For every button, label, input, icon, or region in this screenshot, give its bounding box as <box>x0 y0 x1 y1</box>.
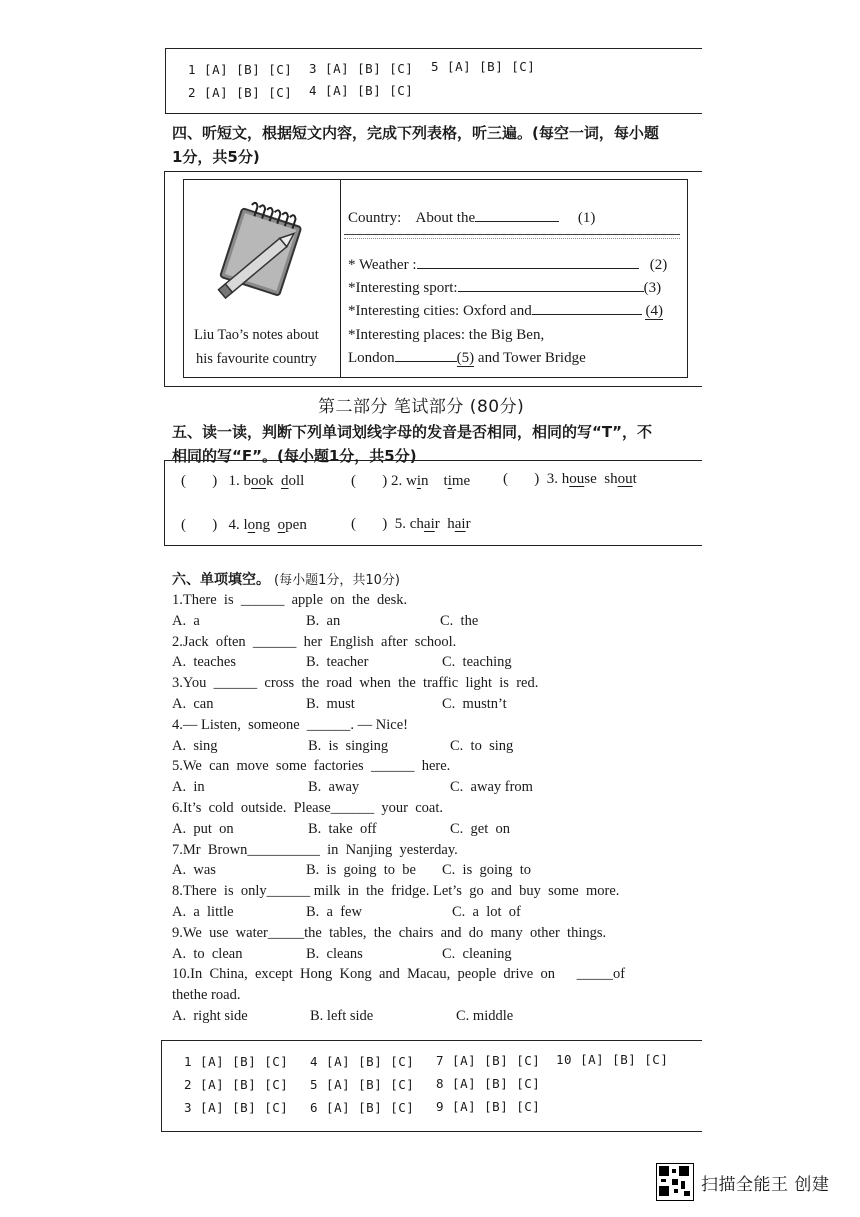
option-b: B. take off <box>308 820 377 837</box>
answer-cell: 3 [A] [B] [C] <box>184 1100 289 1115</box>
options-row <box>172 860 712 881</box>
word-house: house <box>561 471 597 487</box>
option-a: A. was <box>172 862 216 879</box>
questions <box>172 590 712 1027</box>
option-c: C. get on <box>450 820 511 837</box>
answer-cell: 4 [A] [B] [C] <box>309 83 414 98</box>
section6-note: (每小题1分，共10分) <box>274 573 400 588</box>
word-time: time <box>443 473 471 489</box>
item-number: 3. <box>546 471 558 487</box>
qr-code-icon <box>656 1163 694 1201</box>
option-c: C. teaching <box>442 654 512 671</box>
phonics-item-3 <box>503 471 637 488</box>
blank-5 <box>395 361 457 362</box>
answer-cell: 3 [A] [B] [C] <box>309 61 414 76</box>
options-row <box>172 652 712 673</box>
question-9 <box>172 923 712 965</box>
sport-row <box>348 280 661 297</box>
answer-cell: 2 [A] [B] [C] <box>184 1077 289 1092</box>
question-7 <box>172 840 712 882</box>
weather-row <box>348 257 667 274</box>
answer-grid-1 <box>165 48 702 114</box>
question-stem: 4.— Listen, someone ______. — Nice! <box>172 716 408 733</box>
option-b: B. a few <box>306 903 362 920</box>
notes-caption-line1: Liu Tao’s notes about <box>194 327 319 343</box>
answer-cell: 4 [A] [B] [C] <box>310 1054 415 1069</box>
notes-left-cell <box>184 180 341 377</box>
question-stem: 6.It’s cold outside. Please______ your coat. <box>172 799 444 816</box>
places-row <box>348 327 544 344</box>
option-c: C. is going to <box>442 862 532 879</box>
option-b: B. is going to be <box>306 862 416 879</box>
word-hair: hair <box>447 516 471 532</box>
question-stem: 2.Jack often ______ her English after school. <box>172 633 457 650</box>
options-row <box>172 902 712 923</box>
option-b: B. away <box>308 779 360 796</box>
option-b: B. must <box>306 695 355 712</box>
answer-cell: 6 [A] [B] [C] <box>310 1100 415 1115</box>
option-a: A. a little <box>172 903 234 920</box>
question-stem: 10.In China, except Hong Kong and Macau, people drive on _____of <box>172 966 626 983</box>
question-stem: 9.We use water_____the tables, the chairs and do many other things. <box>172 924 607 941</box>
blank-1 <box>475 221 559 222</box>
option-a: A. can <box>172 695 214 712</box>
question-2 <box>172 632 712 674</box>
options-row <box>172 777 712 798</box>
blank-number-5: (5) <box>456 350 475 366</box>
part2-title: 第二部分 笔试部分 (80分) <box>318 397 525 417</box>
option-a: A. teaches <box>172 654 237 671</box>
weather-label: * Weather : <box>348 257 417 273</box>
options-row <box>172 611 712 632</box>
answer-cell: 1 [A] [B] [C] <box>184 1054 289 1069</box>
question-8 <box>172 881 712 923</box>
section6-title <box>172 568 400 592</box>
answer-cell: 1 [A] [B] [C] <box>188 62 293 77</box>
word-long: long <box>243 517 271 533</box>
section6-title-text: 六、单项填空。 <box>172 572 270 588</box>
word-win: win <box>406 473 429 489</box>
word-open: open <box>277 517 307 533</box>
question-stem: 5.We can move some factories ______ here. <box>172 758 451 775</box>
question-stem-continued: thethe road. <box>172 987 241 1004</box>
cities-label: *Interesting cities: Oxford and <box>348 303 532 319</box>
places-label: *Interesting places: the Big Ben, <box>348 327 545 343</box>
question-stem: 3.You ______ cross the road when the traffic light is red. <box>172 675 539 692</box>
phonics-item-2 <box>351 473 470 490</box>
item-number: 4. <box>228 517 240 533</box>
notes-table <box>164 171 702 387</box>
answer-paren: ( ) <box>181 517 218 533</box>
question-4 <box>172 715 712 757</box>
option-a: A. right side <box>172 1007 248 1024</box>
option-a: A. put on <box>172 820 234 837</box>
options-row <box>172 694 712 715</box>
question-3 <box>172 673 712 715</box>
country-label: Country: <box>348 210 402 226</box>
option-c: C. to sing <box>450 737 514 754</box>
blank-number-4: (4) <box>645 303 663 319</box>
answer-cell: 5 [A] [B] [C] <box>310 1077 415 1092</box>
section4-title-line2: 1分，共5分) <box>172 148 260 166</box>
section5-title-line1: 五、读一读，判断下列单词划线字母的发音是否相同，相同的写“T”，不 <box>172 423 652 441</box>
section4-title <box>172 121 712 169</box>
question-5 <box>172 756 712 798</box>
option-c: C. the <box>440 612 479 629</box>
phonics-item-1 <box>181 473 304 490</box>
notes-right-cell <box>342 180 687 377</box>
cities-row <box>348 303 663 320</box>
country-divider-dotted <box>344 238 680 239</box>
notes-inner-frame <box>183 179 688 378</box>
answer-paren: ( ) <box>351 473 388 489</box>
question-stem: 7.Mr Brown__________ in Nanjing yesterday. <box>172 841 458 858</box>
item-number: 1. <box>228 473 240 489</box>
blank-3 <box>458 291 644 292</box>
options-row <box>172 944 712 965</box>
word-shout: shout <box>604 471 637 487</box>
answer-paren: ( ) <box>351 516 388 532</box>
question-stem: 8.There is only______ milk in the fridge. Let’s go and buy some more. <box>172 883 620 900</box>
answer-cell: 9 [A] [B] [C] <box>436 1099 541 1114</box>
option-b: B. an <box>306 612 341 629</box>
country-divider <box>344 234 680 235</box>
section5-title-line2: 相同的写“F”。(每小题1分，共5分) <box>172 447 417 465</box>
phonics-box <box>164 460 702 546</box>
option-a: A. sing <box>172 737 218 754</box>
london-label: London <box>348 350 395 366</box>
section4-title-line1: 四、听短文，根据短文内容，完成下列表格，听三遍。(每空一词，每小题 <box>172 124 659 142</box>
phonics-item-4 <box>181 517 307 534</box>
blank-number-1: (1) <box>577 210 596 226</box>
answer-cell: 7 [A] [B] [C] <box>436 1053 541 1068</box>
item-number: 5. <box>394 516 406 532</box>
option-a: A. a <box>172 612 200 629</box>
answer-cell: 10 [A] [B] [C] <box>556 1052 669 1067</box>
option-c: C. mustn’t <box>442 695 507 712</box>
option-a: A. to clean <box>172 945 243 962</box>
option-c: C. a lot of <box>452 903 521 920</box>
question-10 <box>172 964 712 1026</box>
london-row <box>348 350 586 367</box>
option-c: C. middle <box>456 1007 514 1024</box>
options-row <box>172 819 712 840</box>
question-6 <box>172 798 712 840</box>
options-row <box>172 1006 712 1027</box>
phonics-item-5 <box>351 516 471 533</box>
answer-cell: 2 [A] [B] [C] <box>188 85 293 100</box>
option-b: B. is singing <box>308 737 389 754</box>
word-chair: chair <box>409 516 440 532</box>
item-number: 2. <box>391 473 403 489</box>
option-b: B. left side <box>310 1007 374 1024</box>
option-c: C. away from <box>450 779 533 796</box>
country-row <box>348 210 595 227</box>
option-b: B. teacher <box>306 654 369 671</box>
answer-cell: 5 [A] [B] [C] <box>431 59 536 74</box>
answer-grid-2 <box>161 1040 702 1132</box>
option-b: B. cleans <box>306 945 363 962</box>
word-book: book <box>243 473 274 489</box>
notepad-pencil-icon <box>206 196 316 306</box>
answer-cell: 8 [A] [B] [C] <box>436 1076 541 1091</box>
blank-2 <box>417 268 639 269</box>
sport-label: *Interesting sport: <box>348 280 458 296</box>
answer-paren: ( ) <box>181 473 218 489</box>
country-value: About the <box>415 210 476 226</box>
question-1 <box>172 590 712 632</box>
notes-caption-line2: his favourite country <box>196 351 317 367</box>
scanner-watermark: 扫描全能王 创建 <box>701 1175 830 1195</box>
blank-number-2: (2) <box>649 257 668 273</box>
option-a: A. in <box>172 779 205 796</box>
question-stem: 1.There is ______ apple on the desk. <box>172 592 408 608</box>
blank-number-3: (3) <box>643 280 662 296</box>
answer-paren: ( ) <box>503 471 540 487</box>
blank-4 <box>532 314 642 315</box>
word-doll: doll <box>281 473 305 489</box>
tower-label: and Tower Bridge <box>477 350 586 366</box>
options-row <box>172 736 712 757</box>
option-c: C. cleaning <box>442 945 512 962</box>
